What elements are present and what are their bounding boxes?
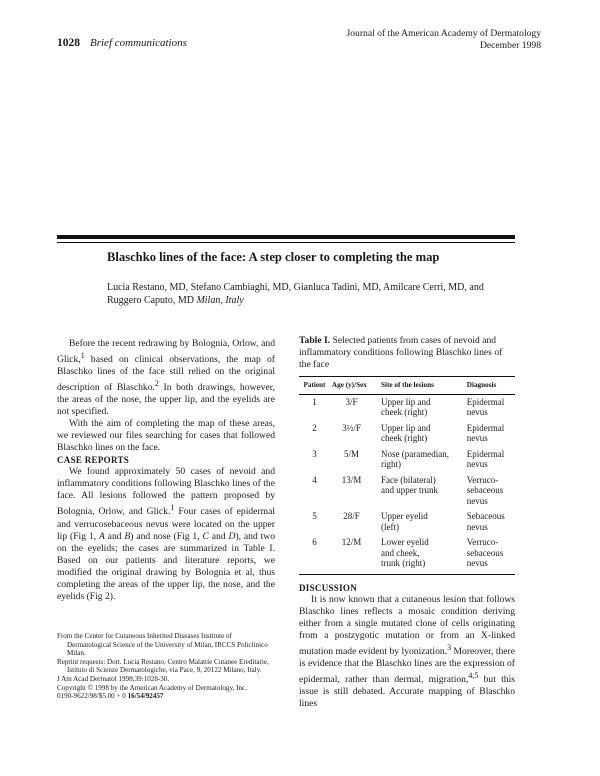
col-header-age-sex: Age (y)/Sex [330, 377, 373, 395]
footnote-code: 0190-9622/98/$5.00 + 0 16/54/92457 [57, 692, 164, 701]
footnote-from: From the Center for Cutaneous Inherited Diseases Institute of Dermatological Science of the University of Milan, IRCCS Policlinico Milan. [57, 632, 268, 658]
article-title: Blaschko lines of the face: A step closer to completing the map [107, 250, 440, 264]
col-header-diagnosis: Diagnosis [465, 377, 515, 395]
section-label: Brief communications [90, 37, 187, 49]
footnote-citation: J Am Acad Dermatol 1998;39:1028-30. [57, 674, 170, 683]
ref-link[interactable]: 2 [154, 379, 159, 389]
table-row: 6 12/M Lower eyelid and cheek, trunk (right) Verruco- sebaceous nevus [299, 535, 515, 574]
table-row: 3 5/M Nose (paramedian, right) Epidermal nevus [312, 448, 505, 469]
discussion-paragraph: It is now known that a cutaneous lesion that follows Blaschko lines reflects a mosaic condition deriving either from a single mutated clone of cells originating from a postzygotic mutation or from an X-linked mutation made evident by lyonization.$^3$ Moreover, there is evidence that the Blaschko lines are the expression of epidermal, rather than dermal, migration,$^{4,5}$ but this issue is still debated. Accurate mapping of Blaschko lines [299, 594, 515, 710]
table-row: 4 13/M Face (bilateral) and upper trunk Verruco- sebaceous nevus [312, 474, 504, 506]
ref-link[interactable]: 1 [170, 503, 175, 513]
table-caption: Table I. Selected patients from cases of nevoid and inflammatory conditions following Blaschko lines of the face [299, 335, 503, 370]
discussion-heading: DISCUSSION [299, 583, 358, 593]
title-rule-thin [57, 242, 515, 243]
running-header [347, 28, 541, 52]
footnote-reprints: Reprint requests: Dott. Lucia Restano, Centro Malattie Cutanee Ereditarie, Istituto di Scienze Dermatologiche, via Pace, 9, 20122 Milano, Italy. [57, 657, 269, 675]
table-block [299, 335, 515, 575]
case-reports-heading: CASE REPORTS [57, 455, 130, 466]
ref-link[interactable]: 3 [447, 643, 452, 652]
intro-paragraph-1: Before the recent redrawing by Bolognia, Orlow, and Glick,$^1$ based on clinical observations, the map of Blaschko lines of the face still relied on the original description of Blaschko.$^2$ In both drawings, however, the areas of the nose, the upper lip, and the eyelids are not specified. [57, 338, 275, 418]
ref-link[interactable]: 1 [80, 351, 85, 360]
left-column [57, 338, 275, 603]
author-list [107, 281, 517, 307]
page-number: 1028 [57, 37, 80, 49]
footnote-copyright: Copyright © 1998 by the American Academy of Dermatology, Inc. [57, 683, 247, 692]
title-rule-thick [57, 235, 515, 239]
col-header-site: Site of the lesions [373, 377, 465, 395]
authors: Lucia Restano, MD, Stefano Cambiaghi, MD, Gianluca Tadini, MD, Amilcare Cerri, MD, and Ruggero Caputo, MD [107, 282, 484, 306]
col-header-patient: Patient [299, 377, 330, 395]
affiliation: Milan, Italy [196, 295, 244, 306]
table-row: 2 3½/F Upper lip and cheek (right) Epidermal nevus [312, 422, 505, 443]
footnotes [57, 632, 275, 701]
table-row: 1 3/F Upper lip and cheek (right) Epidermal nevus [312, 396, 505, 417]
discussion-section [299, 582, 515, 710]
table-label: Table I. [299, 335, 331, 346]
journal-name: Journal of the American Academy of Dermatology [346, 28, 541, 39]
table-header-row [299, 377, 515, 395]
issue-date: December 1998 [479, 40, 541, 51]
patients-table [299, 376, 515, 575]
intro-paragraph-2: With the aim of completing the map of these areas, we reviewed our files searching for cases that followed Blaschko lines on the face. [57, 418, 275, 454]
ref-link[interactable]: 4,5 [468, 671, 479, 681]
case-reports-paragraph: We found approximately 50 cases of nevoid and inflammatory conditions following Blaschko lines of the face. All lesions followed the pattern proposed by Bolognia, Orlow, and Glick.$^1$ Four cases of epidermal and verrucosebaceous nevus were located on the upper lip (Fig 1, A and B) and nose (Fig 1, C and D), and two on the eyelids; the cases are summarized in Table I. Based on our patients and literature reports, we modified the original drawing by Bolognia et al, thus completing the areas of the upper lip, the nose, and the eyelids (Fig 2). [57, 466, 276, 602]
table-row: 5 28/F Upper eyelid (left) Sebaceous nevus [312, 511, 505, 532]
